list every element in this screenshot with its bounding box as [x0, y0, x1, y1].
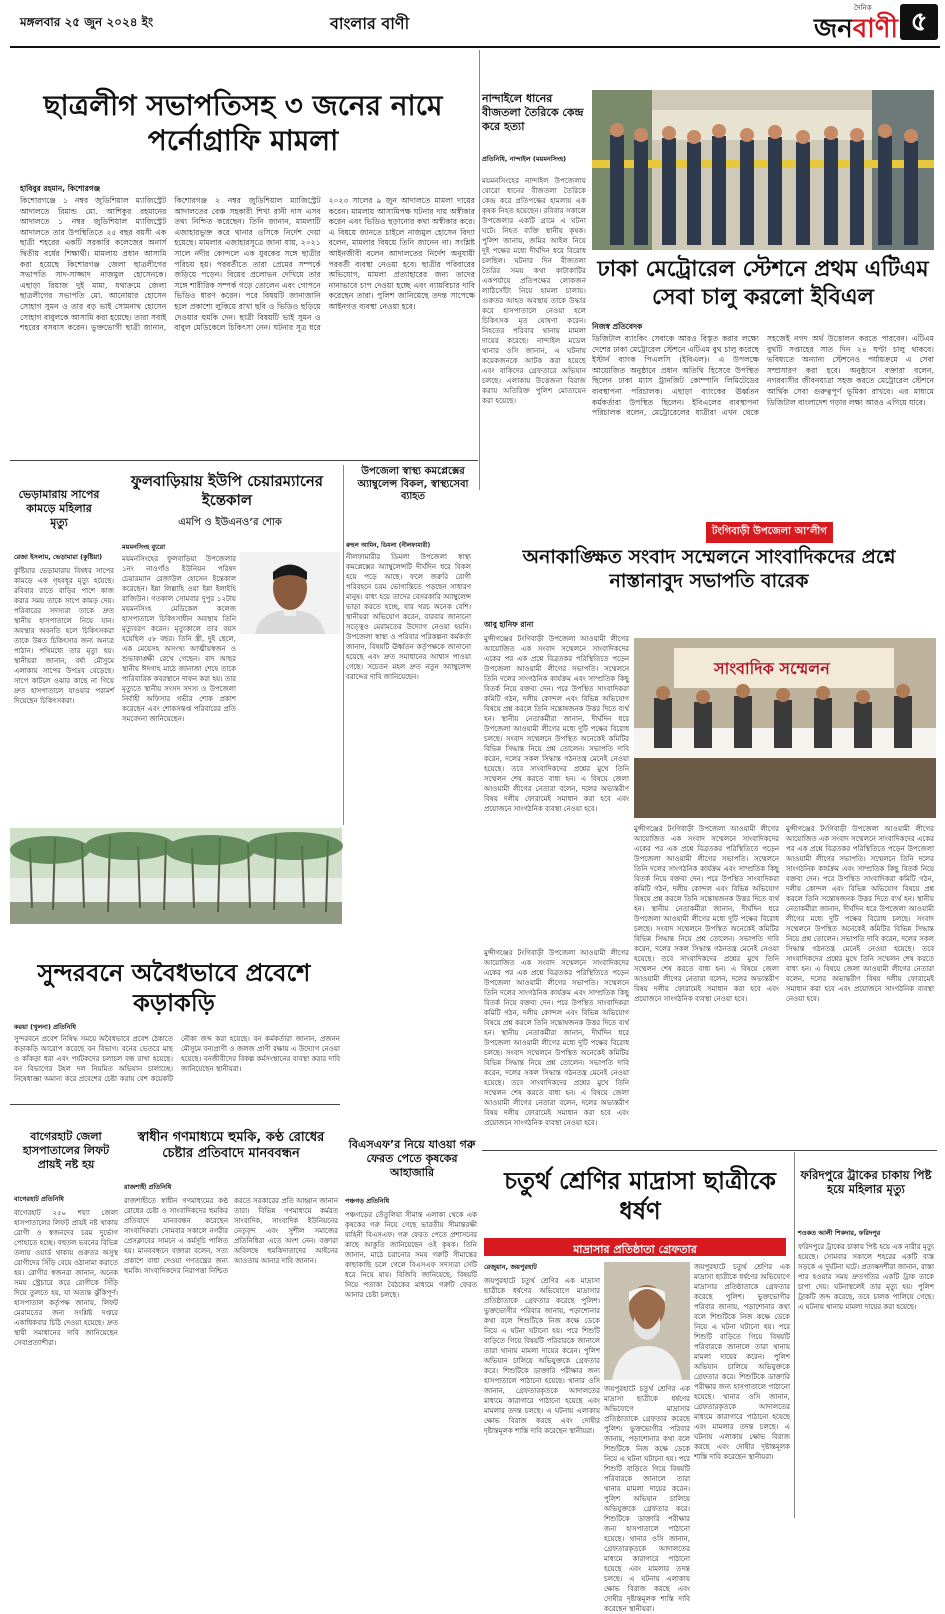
logo-part-jana: জন	[814, 14, 853, 44]
ambulance-headline: উপজেলা স্বাস্থ্য কমপ্লেক্সের অ্যাম্বুলেন্স বিকল, স্বাস্থ্যসেবা ব্যাহত	[357, 466, 469, 502]
masthead	[0, 0, 945, 44]
tongi-tag: টংগিবাড়ী উপজেলা আ’লীগ	[706, 522, 833, 543]
madrasa-body: জয়পুরহাটে চতুর্থ শ্রেণির এক মাদ্রাসা ছাত্রীকে ধর্ষণের অভিযোগে মাদ্রাসার প্রতিষ্ঠাতাকে গ্রেফতার করেছে পুলিশ। ভুক্তভোগীর পরিবার জানায়, পড়াশোনার কথা বলে শিশুটিকে নিজ কক্ষে ডেকে নিয়ে এ ঘটনা ঘটানো হয়। পরে শিশুটি বাড়িতে গিয়ে বিষয়টি পরিবারকে জানালে তারা থানায় মামলা দায়ের করেন। পুলিশ অভিযান চালিয়ে অভিযুক্তকে গ্রেফতার করে। শিশুটিকে ডাক্তারি পরীক্ষার জন্য হাসপাতালে পাঠানো হয়েছে। থানার ওসি জানান, গ্রেফতারকৃতকে আদালতের মাধ্যমে কারাগারে পাঠানো হয়েছে এবং মামলার তদন্ত চলছে। এ ঘটনায় এলাকায় ক্ষোভ বিরাজ করছে এবং দোষীর দৃষ্টান্তমূলক শাস্তি দাবি করেছেন স্থানীয়রা।	[484, 1277, 600, 1435]
metro-body: ডিজিটাল ব্যাংকিং সেবাকে আরও বিস্তৃত করার লক্ষ্যে দেশের ঢাকা মেট্রোরেল স্টেশনে এটিএম বুথ চালু করেছে ইস্টার্ন ব্যাংক পিএলসি (ইবিএল)। এ উপলক্ষে আয়োজিত অনুষ্ঠানে প্রধান অতিথি হিসেবে উপস্থিত ছিলেন ঢাকা ম্যাস ট্রানজিট কোম্পানি লিমিটেডের ব্যবস্থাপনা পরিচালক। এছাড়া ব্যাংকের ঊর্ধ্বতন কর্মকর্তারা উপস্থিত ছিলেন। ইবিএলের ব্যবস্থাপনা পরিচালক বলেন, মেট্রোরেলের যাত্রীরা এখন থেকে সহজেই নগদ অর্থ উত্তোলন করতে পারবেন। এটিএম বুথটি সপ্তাহের সাত দিন ২৪ ঘণ্টা চালু থাকবে। ভবিষ্যতে অন্যান্য স্টেশনেও পর্যায়ক্রমে এ সেবা সম্প্রসারণ করা হবে। অনুষ্ঠানে বক্তারা বলেন, নগরবাসীর জীবনযাত্রা সহজ করতে মেট্রোরেল স্টেশনে আর্থিক সেবা গুরুত্বপূর্ণ ভূমিকা রাখবে। এর মাধ্যমে ডিজিটাল বাংলাদেশ গড়ার লক্ষ্য আরও এগিয়ে যাবে।	[592, 334, 934, 418]
col-divider	[343, 465, 344, 825]
mangrove-svg	[10, 828, 342, 924]
col-divider	[479, 50, 480, 490]
fulbari-byline: ময়মনসিংহ ব্যুরো	[122, 543, 166, 551]
lead-byline: হাবিবুর রহমান, কিশোরগঞ্জ	[20, 184, 101, 193]
metro-atm-photo	[592, 90, 934, 250]
newspaper-logo	[812, 2, 902, 42]
media-body: রাজশাহীতে স্বাধীন গণমাধ্যমের কণ্ঠ রোধের চেষ্টা ও সাংবাদিকদের হুমকির প্রতিবাদে মানববন্ধন করেছেন সাংবাদিকরা। সোমবার সকালে নগরীর প্রেসক্লাবের সামনে এ কর্মসূচি পালিত হয়। মানববন্ধনে বক্তারা বলেন, সত্য প্রকাশে বাধা দেওয়া গণতন্ত্রের জন্য হুমকি। সাংবাদিকদের নিরাপত্তা নিশ্চিত করতে সরকারের প্রতি আহ্বান জানান তারা। বিভিন্ন গণমাধ্যমে কর্মরত সাংবাদিক, সাংবাদিক ইউনিয়নের নেতৃবৃন্দ এবং সুশীল সমাজের প্রতিনিধিরা এতে অংশ নেন। বক্তারা অবিলম্বে হুমকিদাতাদের আইনের আওতায় আনার দাবি জানান।	[124, 1197, 338, 1275]
hospital-headline: বাগেরহাট জেলা হাসপাতালের লিফট প্রায়ই নষ্ট হয়	[22, 1130, 110, 1171]
ambulance-body: নীলফামারীর ডিমলা উপজেলা স্বাস্থ্য কমপ্লেক্সের অ্যাম্বুলেন্সটি দীর্ঘদিন ধরে বিকল হয়ে পড়ে আছে। ফলে জরুরি রোগী পরিবহনে চরম ভোগান্তিতে পড়ছেন সাধারণ মানুষ। বাধ্য হয়ে তাদের বেসরকারি অ্যাম্বুলেন্স ভাড়া করতে হচ্ছে, যার খরচ অনেক বেশি। স্থানীয়রা অভিযোগ করেন, বারবার জানানো সত্ত্বেও মেরামতের উদ্যোগ নেওয়া হয়নি। উপজেলা স্বাস্থ্য ও পরিবার পরিকল্পনা কর্মকর্তা জানান, বিষয়টি ঊর্ধ্বতন কর্তৃপক্ষকে জানানো হয়েছে এবং দ্রুত সমাধানের আশ্বাস পাওয়া গেছে। সচেতন মহল দ্রুত নতুন অ্যাম্বুলেন্স বরাদ্দের দাবি জানিয়েছেন।	[346, 553, 471, 681]
hospital-body: বাগেরহাট ২৫০ শয্যা জেলা হাসপাতালের লিফট প্রায়ই নষ্ট থাকায় রোগী ও স্বজনদের চরম দুর্ভোগ পোহাতে হচ্ছে। বহুতল ভবনের বিভিন্ন তলায় ওয়ার্ড থাকায় গুরুতর অসুস্থ রোগীদের সিঁড়ি বেয়ে ওঠানামা করাতে হয়। রোগীর স্বজনরা জানান, অনেক সময় স্ট্রেচারে করে রোগীকে সিঁড়ি দিয়ে তুলতে হয়, যা অত্যন্ত ঝুঁকিপূর্ণ। হাসপাতাল কর্তৃপক্ষ জানায়, লিফট মেরামতের জন্য সংশ্লিষ্ট দপ্তরে একাধিকবার চিঠি দেওয়া হয়েছে। দ্রুত স্থায়ী সমাধানের দাবি জানিয়েছেন সেবাপ্রত্যাশীরা।	[14, 1209, 118, 1347]
paddy-byline: প্রতিনিধি, নান্দাইল (ময়মনসিংহ)	[482, 155, 567, 163]
bsf-body: পঞ্চগড়ের তেঁতুলিয়া সীমান্ত এলাকা থেকে এক কৃষকের গরু নিয়ে গেছে ভারতীয় সীমান্তরক্ষী বাহিনী বিএসএফ। গরু ফেরত পেতে প্রশাসনের কাছে আকুতি জানিয়েছেন ওই কৃষক। তিনি জানান, মাঠে চরানোর সময় গরুটি সীমান্তের কাছাকাছি চলে গেলে বিএসএফ সদস্যরা সেটি ধরে নিয়ে যায়। বিজিবি জানিয়েছে, বিষয়টি নিয়ে পতাকা বৈঠকের মাধ্যমে গরুটি ফেরত আনার চেষ্টা চলছে।	[345, 1211, 477, 1299]
issue-date: মঙ্গলবার ২৫ জুন ২০২৪ ইং	[20, 15, 154, 29]
faridpur-body: ফরিদপুরে ট্রাকের চাকায় পিষ্ট হয়ে এক নারীর মৃত্যু হয়েছে। সোমবার সকালে শহরের একটি ব্যস্ত সড়কে এ দুর্ঘটনা ঘটে। প্রত্যক্ষদর্শীরা জানান, রাস্তা পার হওয়ার সময় দ্রুতগতির একটি ট্রাক তাকে চাপা দেয়। ঘটনাস্থলেই তার মৃত্যু হয়। পুলিশ ট্রাকটি জব্দ করেছে, তবে চালক পালিয়ে গেছে। এ ঘটনায় থানায় মামলা দায়ের করা হয়েছে।	[798, 1243, 934, 1311]
tongi-headline: অনাকাঙ্ক্ষিত সংবাদ সম্মেলনে সাংবাদিকদের প্রশ্নে নাস্তানাবুদ সভাপতি বারেক	[522, 546, 896, 592]
accused-photo	[604, 1262, 690, 1380]
tongi-body-col1b: মুন্সীগঞ্জের টংগিবাড়ী উপজেলা আওয়ামী লীগের আয়োজিত এক সংবাদ সম্মেলনে সাংবাদিকদের একের পর এক প্রশ্নে বিব্রতকর পরিস্থিতিতে পড়েন উপজেলা আওয়ামী লীগের সভাপতি। সম্মেলনে তিনি দলের সাংগঠনিক কার্যক্রম এবং সাম্প্রতিক কিছু বিতর্ক নিয়ে বক্তব্য দেন। পরে উপস্থিত সাংবাদিকরা কমিটি গঠন, দলীয় কোন্দল এবং বিভিন্ন অভিযোগ বিষয়ে প্রশ্ন করলে তিনি সন্তোষজনক উত্তর দিতে ব্যর্থ হন। স্থানীয় নেতাকর্মীরা জানান, দীর্ঘদিন ধরে উপজেলা আওয়ামী লীগের মধ্যে দুটি পক্ষের বিরোধ চলছে। সংবাদ সম্মেলনে উপস্থিত অনেকেই কমিটির বিভিন্ন সিদ্ধান্ত নিয়ে প্রশ্ন তোলেন। সভাপতি দাবি করেন, দলের সকল সিদ্ধান্ত গঠনতন্ত্র মেনেই নেওয়া হয়েছে। তবে সাংবাদিকদের প্রশ্নের মুখে তিনি সম্মেলন শেষ করতে বাধ্য হন। এ বিষয়ে জেলা আওয়ামী লীগের নেতারা বলেন, দলের অভ্যন্তরীণ বিষয় দলীয় ফোরামেই সমাধান করা হবে এবং প্রয়োজনে সাংগঠনিক ব্যবস্থা নেওয়া হবে।	[484, 949, 629, 1127]
sundarban-photo	[10, 828, 342, 924]
tongi-byline: আবু হানিফ রানা	[484, 620, 534, 629]
madrasa-byline: রেজুয়ান, জয়পুরহাট	[484, 1263, 537, 1271]
bsf-byline: পঞ্চগড় প্রতিনিধি	[345, 1197, 390, 1205]
section-title: বাংলার বাণী	[330, 14, 410, 33]
fulbari-subhead: এমপি ও ইউএনও’র শোক	[178, 517, 282, 528]
sundarban-headline: সুন্দরবনে অবৈধভাবে প্রবেশে কড়াকড়ি	[37, 959, 311, 1017]
paddy-headline: নান্দাইলে ধানের বীজতলা তৈরিকে কেন্দ্র করে হত্যা	[482, 92, 584, 133]
hospital-byline: বাগেরহাট প্রতিনিধি	[14, 1195, 64, 1203]
page-number: ৫	[910, 7, 928, 37]
media-headline: স্বাধীন গণমাধ্যমে হুমকি, কণ্ঠ রোধের চেষ্টার প্রতিবাদে মানববন্ধন	[137, 1130, 325, 1162]
lead-body: কিশোরগঞ্জে ১ নম্বর জুডিশিয়াল ম্যাজিস্ট্রেট আদালতে রিমান্ড মো. আশিকুর রহমানের আদালতে ১ নম্বর জুডিশিয়াল ম্যাজিস্ট্রেট আদালতে তার উপস্থিতিতে ২৫ বছর বয়সী এক ছাত্রী শহরের একটি সরকারি কলেজের অনার্স দ্বিতীয় বর্ষের শিক্ষার্থী। মামলায় প্রধান আসামি করা হয়েছে কিশোরগঞ্জ জেলা ছাত্রলীগের সভাপতি সাদ-সাজ্জাদ নাজমুল হোসেনকে। এছাড়া রিয়াজ দুই মামা, যথাক্রমে জেলা ছাত্রলীগের সভাপতি মো. আনোয়ার হোসেন সোহাগ সুমন ও তার বড় ভাই সোমনাথ হোসেন সোহাগ বাবুলকে আসামি করা হয়েছে। তারা সবাই শহরের বসবাস করেন। ভুক্তভোগী ছাত্রী জানান, কিশোরগঞ্জ ২ নম্বর জুডিশিয়াল ম্যাজিস্ট্রেট আদালতের বেঞ্চ সহকারী শিখা রানী দাস এসব তথ্য নিশ্চিত করেছেন। তিনি জানান, মামলাটি এজাহারভুক্ত করে থানার ওসিকে নির্দেশ দেয়া হয়েছে। মামলার এজাহারসূত্রে জানা যায়, ২০২১ সালে নদীর কোন্দলে এক যুবকের সঙ্গে ছাত্রীর পরিচয় হয়। পরবর্তীতে তারা প্রেমের সম্পর্কে জড়িয়ে পড়েন। বিয়ের প্রলোভন দেখিয়ে তার সঙ্গে শারীরিক সম্পর্ক গড়ে তোলেন এবং গোপনে ভিডিও ধারণ করেন। পরে বিষয়টি জানাজানি হলে প্রকাশ্যে লুকিয়ে রাখা ছবি ও ভিডিও ছড়িয়ে দেওয়ার হুমকি দেন। ছাত্রী বিষয়টি ভাই সুমন ও বাবুল মেডিকেলে চিকিৎসা নেন। ঘটনার সূত্র ধরে ২০২৩ সালের ৯ জুন আদালতে মামলা দায়ের করেন। মামলায় আসামিপক্ষ ঘটনার দায় অস্বীকার করেন এবং ভিডিও ছড়ানোর কথা অস্বীকার করে। এ বিষয়ে জানতে চাইলে নাজমুল হোসেন বিদ্যা বলেন, মামলার বিষয়ে তিনি জানেন না। সংশ্লিষ্ট আইনজীবী বলেন আদালতের নির্দেশ অনুযায়ী পরবর্তী ব্যবস্থা নেওয়া হবে। ছাত্রীর পরিবারের অভিযোগ, মামলা প্রত্যাহারের জন্য তাদের নানাভাবে চাপ দেওয়া হচ্ছে এবং ন্যায়বিচার দাবি করেছেন তারা। পুলিশ জানিয়েছে তদন্ত সাপেক্ষে আইনগত ব্যবস্থা নেওয়া হবে।	[20, 196, 475, 333]
row-rule-2	[10, 1104, 340, 1105]
media-byline: রাজশাহী প্রতিনিধি	[124, 1183, 172, 1191]
faridpur-byline: শওকত আলী শিকদার, ফরিদপুর	[798, 1229, 881, 1237]
ambulance-byline: রুহুল আমিন, ডিমলা (নীলফামারী)	[346, 542, 431, 549]
bsf-headline: বিএসএফ’র নিয়ে যাওয়া গরু ফেরত পেতে কৃষকের আহাজারি	[348, 1138, 476, 1179]
sundarban-body: সুন্দরবনে প্রবেশ নিষিদ্ধ সময়ে অবৈধভাবে প্রবেশ ঠেকাতে কড়াকড়ি আরোপ করেছে বন বিভাগ। বনের ভেতরে মাছ ও কাঁকড়া ধরা এবং পর্যটকদের চলাচল বন্ধ রাখা হয়েছে। বন বিভাগের টহল দল নিয়মিত অভিযান চালাচ্ছে। নিষেধাজ্ঞা অমান্য করে প্রবেশের চেষ্টা করায় বেশ কয়েকটি নৌকা জব্দ করা হয়েছে। বন কর্মকর্তারা জানান, প্রজনন মৌসুমে বন্যপ্রাণী ও জলজ প্রাণী রক্ষায় এ উদ্যোগ নেওয়া হয়েছে। বনজীবীদের বিকল্প কর্মসংস্থানের ব্যবস্থা করার দাবি জানিয়েছেন স্থানীয়রা।	[14, 1035, 340, 1083]
snake-body: কুষ্টিয়ার ভেড়ামারায় বিষধর সাপের কামড়ে এক গৃহবধূর মৃত্যু হয়েছে। রবিবার রাতে বাড়ির পাশে কাজ করার সময় তাকে সাপে কামড় দেয়। পরিবারের সদস্যরা তাকে দ্রুত স্থানীয় হাসপাতালে নিয়ে যান। অবস্থার অবনতি হলে চিকিৎসকরা তাকে উন্নত চিকিৎসার জন্য অন্যত্র পাঠান। পথিমধ্যে তার মৃত্যু হয়। স্থানীয়রা জানান, বর্ষা মৌসুমে এলাকায় সাপের উপদ্রব বেড়েছে। সাপে কাটলে ওঝার কাছে না গিয়ে দ্রুত হাসপাতালে যাওয়ার পরামর্শ দিয়েছেন চিকিৎসকরা।	[14, 567, 114, 705]
snake-headline: ভেড়ামারায় সাপের কামড়ে মহিলার মৃত্যু	[18, 488, 100, 529]
madrasa-body-col3: জয়পুরহাটে চতুর্থ শ্রেণির এক মাদ্রাসা ছাত্রীকে ধর্ষণের অভিযোগে মাদ্রাসার প্রতিষ্ঠাতাকে গ্রেফতার করেছে পুলিশ। ভুক্তভোগীর পরিবার জানায়, পড়াশোনার কথা বলে শিশুটিকে নিজ কক্ষে ডেকে নিয়ে এ ঘটনা ঘটানো হয়। পরে শিশুটি বাড়িতে গিয়ে বিষয়টি পরিবারকে জানালে তারা থানায় মামলা দায়ের করেন। পুলিশ অভিযান চালিয়ে অভিযুক্তকে গ্রেফতার করে। শিশুটিকে ডাক্তারি পরীক্ষার জন্য হাসপাতালে পাঠানো হয়েছে। থানার ওসি জানান, গ্রেফতারকৃতকে আদালতের মাধ্যমে কারাগারে পাঠানো হয়েছে এবং মামলার তদন্ত চলছে। এ ঘটনায় এলাকায় ক্ষোভ বিরাজ করছে এবং দোষীর দৃষ্টান্তমূলক শাস্তি দাবি করেছেন স্থানীয়রা।	[604, 1385, 690, 1613]
tongi-body-col2: মুন্সীগঞ্জের টংগিবাড়ী উপজেলা আওয়ামী লীগের আয়োজিত এক সংবাদ সম্মেলনে সাংবাদিকদের একের পর এক প্রশ্নে বিব্রতকর পরিস্থিতিতে পড়েন উপজেলা আওয়ামী লীগের সভাপতি। সম্মেলনে তিনি দলের সাংগঠনিক কার্যক্রম এবং সাম্প্রতিক কিছু বিতর্ক নিয়ে বক্তব্য দেন। পরে উপস্থিত সাংবাদিকরা কমিটি গঠন, দলীয় কোন্দল এবং বিভিন্ন অভিযোগ বিষয়ে প্রশ্ন করলে তিনি সন্তোষজনক উত্তর দিতে ব্যর্থ হন। স্থানীয় নেতাকর্মীরা জানান, দীর্ঘদিন ধরে উপজেলা আওয়ামী লীগের মধ্যে দুটি পক্ষের বিরোধ চলছে। সংবাদ সম্মেলনে উপস্থিত অনেকেই কমিটির বিভিন্ন সিদ্ধান্ত নিয়ে প্রশ্ন তোলেন। সভাপতি দাবি করেন, দলের সকল সিদ্ধান্ত গঠনতন্ত্র মেনেই নেওয়া হয়েছে। তবে সাংবাদিকদের প্রশ্নের মুখে তিনি সম্মেলন শেষ করতে বাধ্য হন। এ বিষয়ে জেলা আওয়ামী লীগের নেতারা বলেন, দলের অভ্যন্তরীণ বিষয় দলীয় ফোরামেই সমাধান করা হবে এবং প্রয়োজনে সাংগঠনিক ব্যবস্থা নেওয়া হবে।	[634, 825, 779, 1003]
tongi-body-col3: মুন্সীগঞ্জের টংগিবাড়ী উপজেলা আওয়ামী লীগের আয়োজিত এক সংবাদ সম্মেলনে সাংবাদিকদের একের পর এক প্রশ্নে বিব্রতকর পরিস্থিতিতে পড়েন উপজেলা আওয়ামী লীগের সভাপতি। সম্মেলনে তিনি দলের সাংগঠনিক কার্যক্রম এবং সাম্প্রতিক কিছু বিতর্ক নিয়ে বক্তব্য দেন। পরে উপস্থিত সাংবাদিকরা কমিটি গঠন, দলীয় কোন্দল এবং বিভিন্ন অভিযোগ বিষয়ে প্রশ্ন করলে তিনি সন্তোষজনক উত্তর দিতে ব্যর্থ হন। স্থানীয় নেতাকর্মীরা জানান, দীর্ঘদিন ধরে উপজেলা আওয়ামী লীগের মধ্যে দুটি পক্ষের বিরোধ চলছে। সংবাদ সম্মেলনে উপস্থিত অনেকেই কমিটির বিভিন্ন সিদ্ধান্ত নিয়ে প্রশ্ন তোলেন। সভাপতি দাবি করেন, দলের সকল সিদ্ধান্ত গঠনতন্ত্র মেনেই নেওয়া হয়েছে। তবে সাংবাদিকদের প্রশ্নের মুখে তিনি সম্মেলন শেষ করতে বাধ্য হন। এ বিষয়ে জেলা আওয়ামী লীগের নেতারা বলেন, দলের অভ্যন্তরীণ বিষয় দলীয় ফোরামেই সমাধান করা হবে এবং প্রয়োজনে সাংগঠনিক ব্যবস্থা নেওয়া হবে।	[786, 825, 934, 1003]
fulbari-body: ময়মনসিংহের ফুলবাড়িয়া উপজেলার ১নং নাওগাঁও ইউনিয়ন পরিষদ চেয়ারম্যান রেজাউল হোসেন ইন্তেকাল করেছেন। ইন্না লিল্লাহি ওয়া ইন্না ইলাইহি রাজিউন। গতকাল সোমবার দুপুর ১২টায় ময়মনসিংহ মেডিকেল কলেজ হাসপাতালে চিকিৎসাধীন অবস্থায় তিনি মৃত্যুবরণ করেন। মৃত্যুকালে তার বয়স হয়েছিল ৫৮ বছর। তিনি স্ত্রী, দুই ছেলে, এক মেয়েসহ অসংখ্য আত্মীয়স্বজন ও শুভাকাঙ্ক্ষী রেখে গেছেন। বাদ আছর স্থানীয় ঈদগাহ মাঠে জানাজা শেষে তাকে পারিবারিক কবরস্থানে দাফন করা হয়। তার মৃত্যুতে স্থানীয় সংসদ সদস্য ও উপজেলা নির্বাহী অফিসার গভীর শোক প্রকাশ করেছেন এবং শোকসন্তপ্ত পরিবারের প্রতি সমবেদনা জানিয়েছেন।	[122, 555, 236, 723]
tongi-body-top: মুন্সীগঞ্জের টংগিবাড়ী উপজেলা আওয়ামী লীগের আয়োজিত এক সংবাদ সম্মেলনে সাংবাদিকদের একের পর এক প্রশ্নে বিব্রতকর পরিস্থিতিতে পড়েন উপজেলা আওয়ামী লীগের সভাপতি। সম্মেলনে তিনি দলের সাংগঠনিক কার্যক্রম এবং সাম্প্রতিক কিছু বিতর্ক নিয়ে বক্তব্য দেন। পরে উপস্থিত সাংবাদিকরা কমিটি গঠন, দলীয় কোন্দল এবং বিভিন্ন অভিযোগ বিষয়ে প্রশ্ন করলে তিনি সন্তোষজনক উত্তর দিতে ব্যর্থ হন। স্থানীয় নেতাকর্মীরা জানান, দীর্ঘদিন ধরে উপজেলা আওয়ামী লীগের মধ্যে দুটি পক্ষের বিরোধ চলছে। সংবাদ সম্মেলনে উপস্থিত অনেকেই কমিটির বিভিন্ন সিদ্ধান্ত নিয়ে প্রশ্ন তোলেন। সভাপতি দাবি করেন, দলের সকল সিদ্ধান্ত গঠনতন্ত্র মেনেই নেওয়া হয়েছে। তবে সাংবাদিকদের প্রশ্নের মুখে তিনি সম্মেলন শেষ করতে বাধ্য হন। এ বিষয়ে জেলা আওয়ামী লীগের নেতারা বলেন, দলের অভ্যন্তরীণ বিষয় দলীয় ফোরামেই সমাধান করা হবে এবং প্রয়োজনে সাংগঠনিক ব্যবস্থা নেওয়া হবে।	[484, 635, 629, 813]
paddy-body: ময়মনসিংহের নান্দাইল উপজেলায় বোরো ধানের বীজতলা তৈরিকে কেন্দ্র করে প্রতিপক্ষের হামলায় এক কৃষক নিহত হয়েছেন। রবিবার সকালে উপজেলার একটি গ্রামে এ ঘটনা ঘটে। নিহত ব্যক্তি স্থানীয় কৃষক। পুলিশ জানায়, জমির আইল নিয়ে দুই পক্ষের মধ্যে দীর্ঘদিন ধরে বিরোধ চলছিল। ঘটনার দিন বীজতলা তৈরির সময় কথা কাটাকাটির একপর্যায়ে প্রতিপক্ষের লোকজন লাঠিসোঁটা নিয়ে হামলা চালায়। গুরুতর আহত অবস্থায় তাকে উদ্ধার করে হাসপাতালে নেওয়া হলে চিকিৎসক মৃত ঘোষণা করেন। নিহতের পরিবার থানায় মামলা দায়ের করেছে। নান্দাইল মডেল থানার ওসি জানান, এ ঘটনায় কয়েকজনকে আটক করা হয়েছে এবং বাকিদের গ্রেফতারে অভিযান চলছে। এলাকায় উত্তেজনা বিরাজ করায় অতিরিক্ত পুলিশ মোতায়েন করা হয়েছে।	[482, 176, 586, 405]
madrasa-subhead-bar	[484, 1238, 786, 1256]
masthead-rule	[10, 46, 940, 48]
page-number-badge	[900, 4, 938, 40]
col-divider	[794, 1152, 795, 1518]
lead-headline: ছাত্রলীগ সভাপতিসহ ৩ জনের নামে পর্নোগ্রাফি মামলা	[43, 89, 443, 157]
portrait-svg	[240, 552, 340, 634]
chairman-portrait	[240, 552, 340, 634]
faridpur-headline: ফরিদপুরে ট্রাকের চাকায় পিষ্ট হয়ে মহিলার মৃত্যু	[800, 1168, 932, 1197]
row-rule-1	[10, 460, 478, 461]
press-conf-banner-text: সাংবাদিক সম্মেলন	[714, 659, 830, 678]
fulbari-headline: ফুলবাড়িয়ায় ইউপি চেয়ারম্যানের ইন্তেকাল	[130, 472, 324, 509]
madrasa-subhead: মাদ্রাসার প্রতিষ্ঠাতা গ্রেফতার	[573, 1243, 697, 1256]
snake-byline: রেজা ইসলাম, ভেড়ামারা (কুষ্টিয়া)	[14, 553, 103, 561]
madrasa-body-col2: জয়পুরহাটে চতুর্থ শ্রেণির এক মাদ্রাসা ছাত্রীকে ধর্ষণের অভিযোগে মাদ্রাসার প্রতিষ্ঠাতাকে গ্রেফতার করেছে পুলিশ। ভুক্তভোগীর পরিবার জানায়, পড়াশোনার কথা বলে শিশুটিকে নিজ কক্ষে ডেকে নিয়ে এ ঘটনা ঘটানো হয়। পরে শিশুটি বাড়িতে গিয়ে বিষয়টি পরিবারকে জানালে তারা থানায় মামলা দায়ের করেন। পুলিশ অভিযান চালিয়ে অভিযুক্তকে গ্রেফতার করে। শিশুটিকে ডাক্তারি পরীক্ষার জন্য হাসপাতালে পাঠানো হয়েছে। থানার ওসি জানান, গ্রেফতারকৃতকে আদালতের মাধ্যমে কারাগারে পাঠানো হয়েছে এবং মামলার তদন্ত চলছে। এ ঘটনায় এলাকায় ক্ষোভ বিরাজ করছে এবং দোষীর দৃষ্টান্তমূলক শাস্তি দাবি করেছেন স্থানীয়রা।	[694, 1263, 790, 1461]
metro-byline: নিজস্ব প্রতিবেদক	[592, 322, 643, 331]
metro-headline: ঢাকা মেট্রোরেল স্টেশনে প্রথম এটিএম সেবা চালু করলো ইবিএল	[597, 257, 929, 310]
logo-small-text: দৈনিক	[854, 4, 872, 12]
row-rule-3	[482, 1150, 937, 1151]
press-conference-photo	[634, 638, 936, 818]
sundarban-byline: করয়া (খুলনা) প্রতিনিধি	[14, 1023, 77, 1031]
metro-photo-svg	[592, 90, 934, 250]
logo-part-bani: বাণী	[852, 14, 898, 44]
accused-svg	[604, 1262, 690, 1380]
madrasa-headline: চতুর্থ শ্রেণির মাদ্রাসা ছাত্রীকে ধর্ষণ	[504, 1167, 776, 1225]
